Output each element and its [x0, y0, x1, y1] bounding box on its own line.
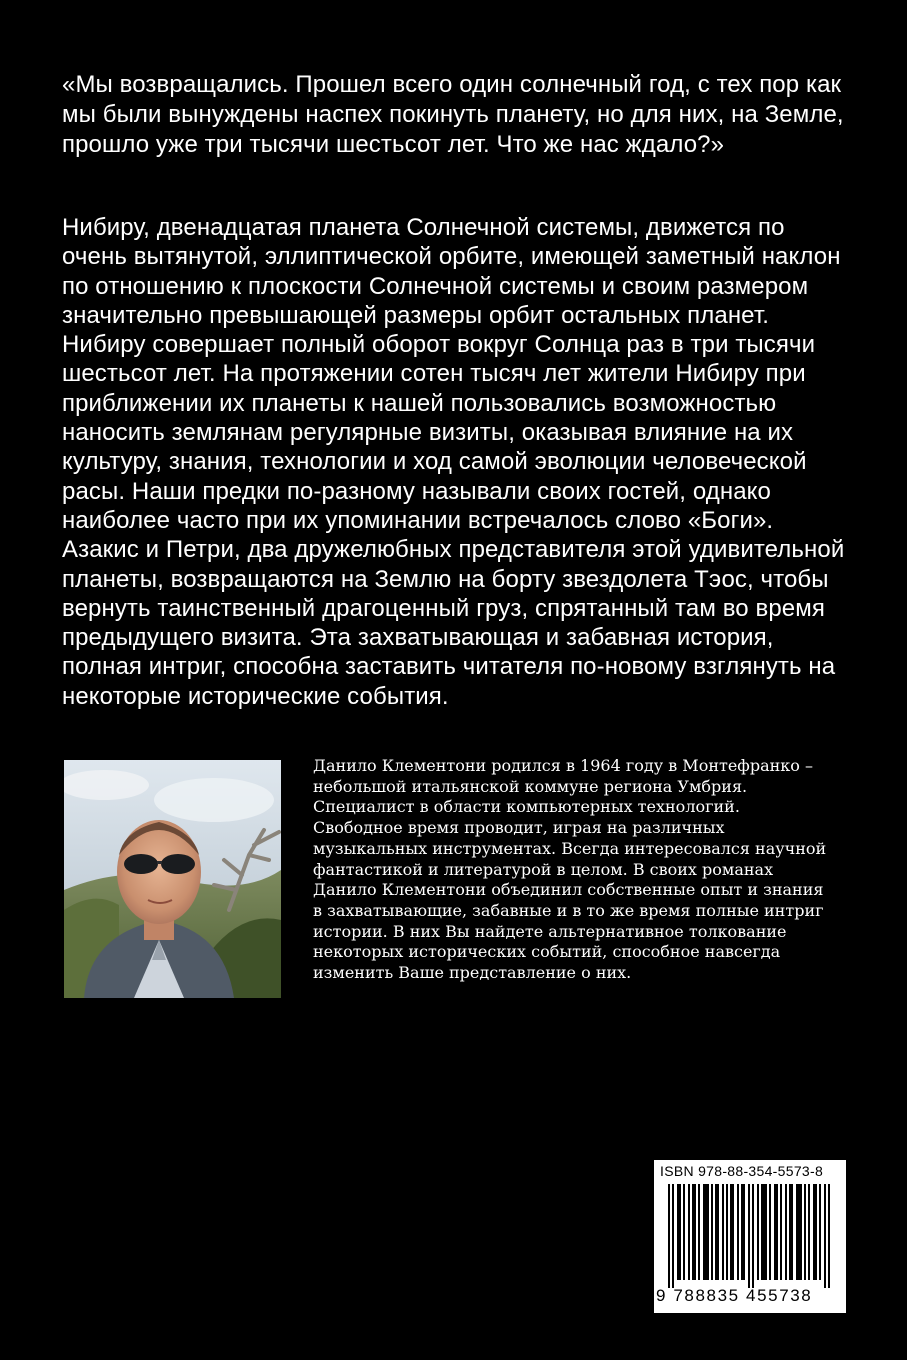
author-photo [64, 760, 281, 998]
isbn-label: ISBN 978-88-354-5573-8 [660, 1163, 824, 1179]
opening-quote: «Мы возвращались. Прошел всего один солнечный год, с тех пор как мы были вынуждены наспех покинуть планету, но для них, на Земле, прошло уже три тысячи шестьсот лет. Что же нас ждало?» [62, 71, 844, 158]
barcode-bars [668, 1184, 834, 1288]
ean-digits: 9 788835 455738 [656, 1286, 813, 1305]
isbn-barcode [654, 1160, 846, 1313]
author-bio: Данило Клементони родился в 1964 году в Монтефранко – небольшой итальянской коммуне региона Умбрия. Специалист в области компьютерных технологий. Свободное время проводит, играя на различных музыкальных инструментах. Всегда интересовался научной фантастикой и литературой в целом. В своих романах Данило Клементони объединил собственные опыт и знания в захватывающие, забавные и в то же время полные интриг истории. В них Вы найдете альтернативное толкование некоторых исторических событий, способное навсегда изменить Ваше представление о них. [313, 756, 827, 983]
book-description: Нибиру, двенадцатая планета Солнечной системы, движется по очень вытянутой, эллиптической орбите, имеющей заметный наклон по отношению к плоскости Солнечной системы и своим размером значительно превышающей размеры орбит остальных планет. Нибиру совершает полный оборот вокруг Солнца раз в три тысячи шестьсот лет. На протяжении сотен тысяч лет жители Нибиру при приближении их планеты к нашей пользовались возможностью наносить землянам регулярные визиты, оказывая влияние на их культуру, знания, технологии и ход самой эволюции человеческой расы. Наши предки по-разному называли своих гостей, однако наиболее часто при их упоминании встречалось слово «Боги». Азакис и Петри, два дружелюбных представителя этой удивительной планеты, возвращаются на Землю на борту звездолета Тэос, чтобы вернуть таинственный драгоценный груз, спрятанный там во время предыдущего визита. Эта захватывающая и забавная история, полная интриг, способна заставить читателя по-новому взглянуть на некоторые исторические события. [62, 214, 845, 710]
